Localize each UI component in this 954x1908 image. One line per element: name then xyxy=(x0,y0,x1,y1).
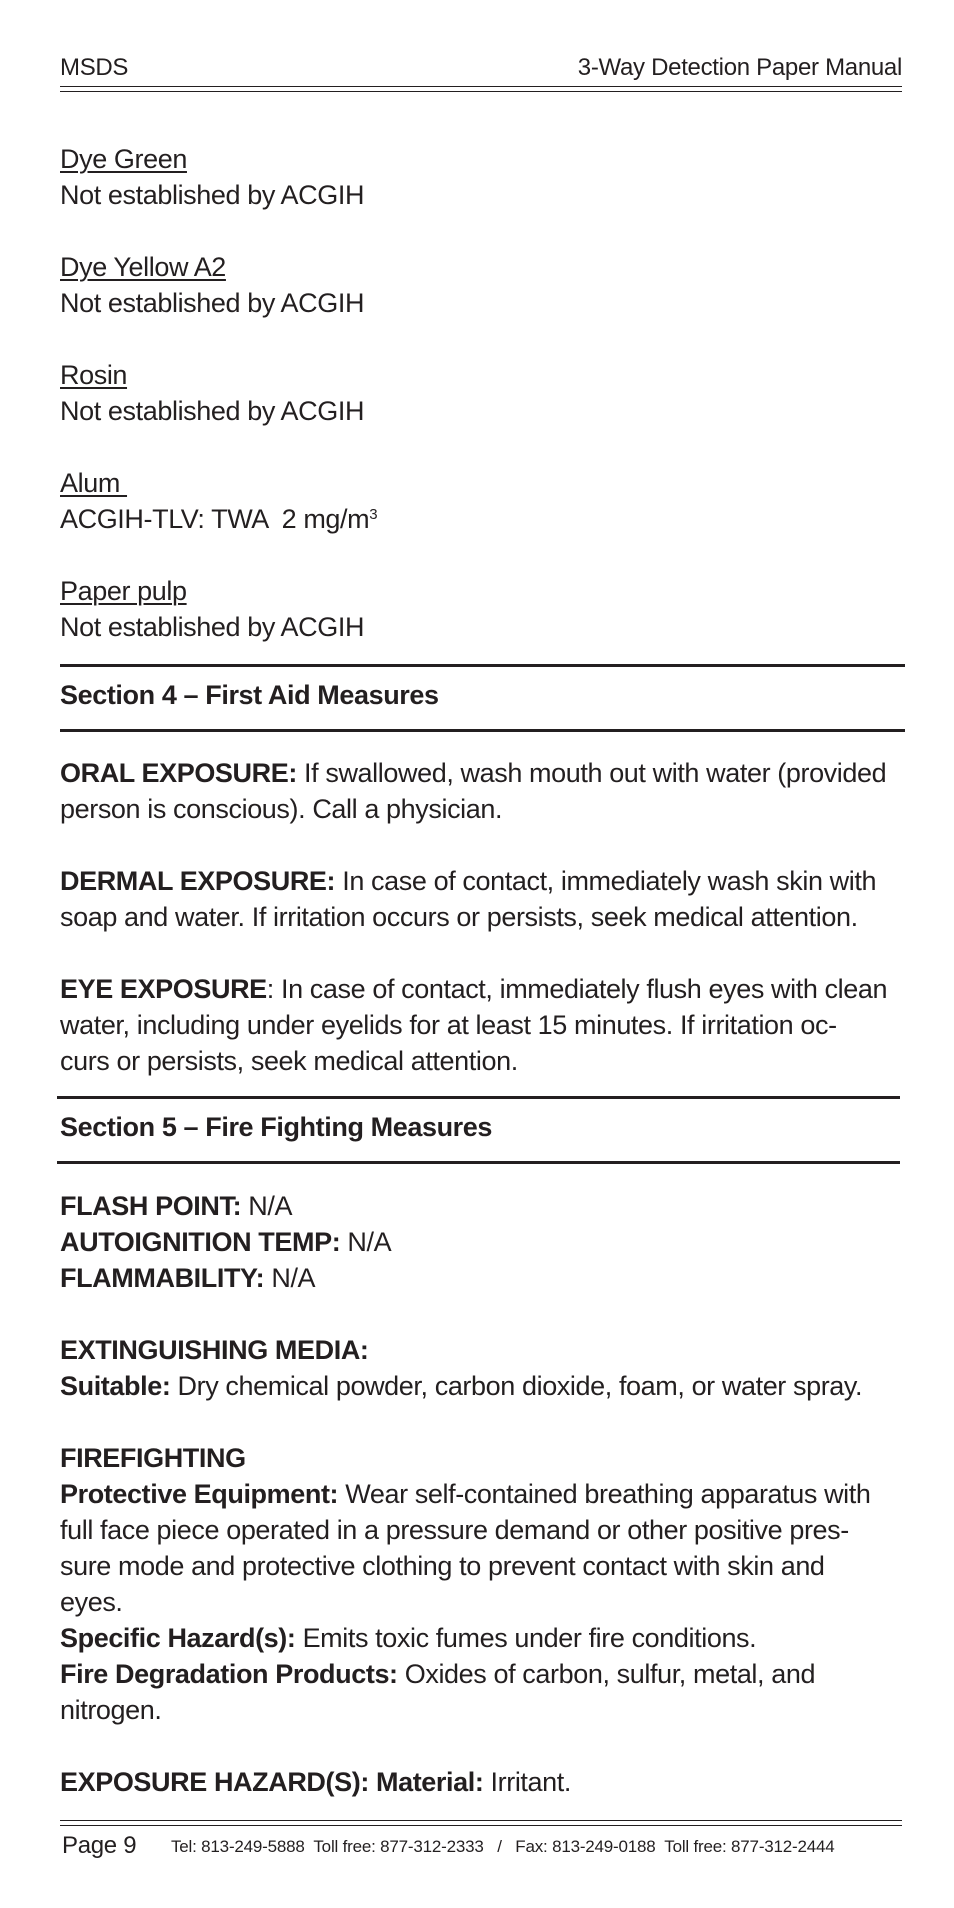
specific-hazard-label: Specific Hazard(s): xyxy=(60,1623,296,1653)
flammability-label: FLAMMABILITY: xyxy=(60,1263,265,1293)
oral-exposure-text: person is conscious). Call a physician. xyxy=(60,794,503,824)
contact-info: Tel: 813-249-5888 Toll free: 877-312-2333 / Fax: 813-249-0188 Toll free: 877-312-2444 xyxy=(171,1837,835,1856)
ingredient-name: Paper pulp xyxy=(60,576,187,606)
section-divider xyxy=(60,664,905,667)
exposure-hazard-text: Irritant. xyxy=(483,1767,571,1797)
suitable-label: Suitable: xyxy=(60,1371,171,1401)
ingredient-limit: Not established by ACGIH xyxy=(60,612,365,642)
autoignition-value: N/A xyxy=(340,1227,392,1257)
page-number: Page 9 xyxy=(62,1832,137,1859)
dermal-exposure-text: soap and water. If irritation occurs or persists, seek medical attention. xyxy=(60,902,858,932)
eye-exposure-text: : In case of contact, immediately flush eyes with clean xyxy=(266,974,888,1004)
protective-equipment-text: sure mode and protective clothing to prevent contact with skin and xyxy=(60,1551,825,1581)
ingredient-name: Dye Green xyxy=(60,144,187,174)
protective-equipment-text: full face piece operated in a pressure demand or other positive pres- xyxy=(60,1515,849,1545)
footer-rule xyxy=(60,1820,902,1826)
autoignition-label: AUTOIGNITION TEMP: xyxy=(60,1227,341,1257)
exposure-limit-dye-green xyxy=(60,141,905,213)
exposure-limit-alum xyxy=(60,465,905,537)
degradation-products-text: Oxides of carbon, sulfur, metal, and xyxy=(397,1659,816,1689)
extinguishing-media xyxy=(60,1332,905,1404)
protective-equipment-label: Protective Equipment: xyxy=(60,1479,339,1509)
page-header xyxy=(60,54,902,88)
exposure-limit-paper-pulp xyxy=(60,573,905,645)
suitable-text: Dry chemical powder, carbon dioxide, foam, or water spray. xyxy=(170,1371,863,1401)
extinguishing-heading: EXTINGUISHING MEDIA: xyxy=(60,1335,369,1365)
oral-exposure-text: If swallowed, wash mouth out with water (provided xyxy=(296,758,887,788)
dermal-exposure-text: In case of contact, immediately wash skin with xyxy=(335,866,877,896)
firefighting-heading: FIREFIGHTING xyxy=(60,1443,246,1473)
exposure-limit-dye-yellow xyxy=(60,249,905,321)
ingredient-name: Dye Yellow A2 xyxy=(60,252,226,282)
degradation-products-text: nitrogen. xyxy=(60,1695,162,1725)
ingredient-limit: Not established by ACGIH xyxy=(60,288,365,318)
header-doc-type: MSDS xyxy=(60,54,129,81)
protective-equipment-text: eyes. xyxy=(60,1587,123,1617)
ingredient-limit: ACGIH-TLV: TWA 2 mg/m xyxy=(60,504,370,534)
superscript-cubed: 3 xyxy=(369,506,378,523)
exposure-hazard-label: EXPOSURE HAZARD(S): Material: xyxy=(60,1767,484,1797)
oral-exposure-paragraph xyxy=(60,755,905,827)
eye-exposure-paragraph xyxy=(60,971,905,1079)
exposure-hazards xyxy=(60,1764,905,1800)
ingredient-limit: Not established by ACGIH xyxy=(60,396,365,426)
header-rule xyxy=(60,86,902,92)
eye-exposure-label: EYE EXPOSURE xyxy=(60,974,267,1004)
protective-equipment-text: Wear self-contained breathing apparatus with xyxy=(338,1479,871,1509)
page-footer xyxy=(60,1832,902,1866)
section-5-title: Section 5 – Fire Fighting Measures xyxy=(60,1112,493,1142)
ingredient-name: Alum xyxy=(60,468,128,498)
section-divider xyxy=(60,729,905,732)
header-manual-title: 3-Way Detection Paper Manual xyxy=(577,54,902,81)
section-divider xyxy=(57,1161,900,1164)
specific-hazard-text: Emits toxic fumes under fire conditions. xyxy=(295,1623,757,1653)
fire-properties xyxy=(60,1188,905,1296)
flammability-value: N/A xyxy=(264,1263,316,1293)
section-4-title: Section 4 – First Aid Measures xyxy=(60,680,439,710)
ingredient-limit: Not established by ACGIH xyxy=(60,180,365,210)
eye-exposure-text: curs or persists, seek medical attention. xyxy=(60,1046,518,1076)
eye-exposure-text: water, including under eyelids for at least 15 minutes. If irritation oc- xyxy=(60,1010,837,1040)
flash-point-label: FLASH POINT: xyxy=(60,1191,242,1221)
flash-point-value: N/A xyxy=(241,1191,293,1221)
exposure-limit-rosin xyxy=(60,357,905,429)
oral-exposure-label: ORAL EXPOSURE: xyxy=(60,758,297,788)
ingredient-name: Rosin xyxy=(60,360,128,390)
section-divider xyxy=(57,1096,900,1099)
degradation-products-label: Fire Degradation Products: xyxy=(60,1659,398,1689)
firefighting xyxy=(60,1440,905,1728)
dermal-exposure-paragraph xyxy=(60,863,905,935)
dermal-exposure-label: DERMAL EXPOSURE: xyxy=(60,866,336,896)
